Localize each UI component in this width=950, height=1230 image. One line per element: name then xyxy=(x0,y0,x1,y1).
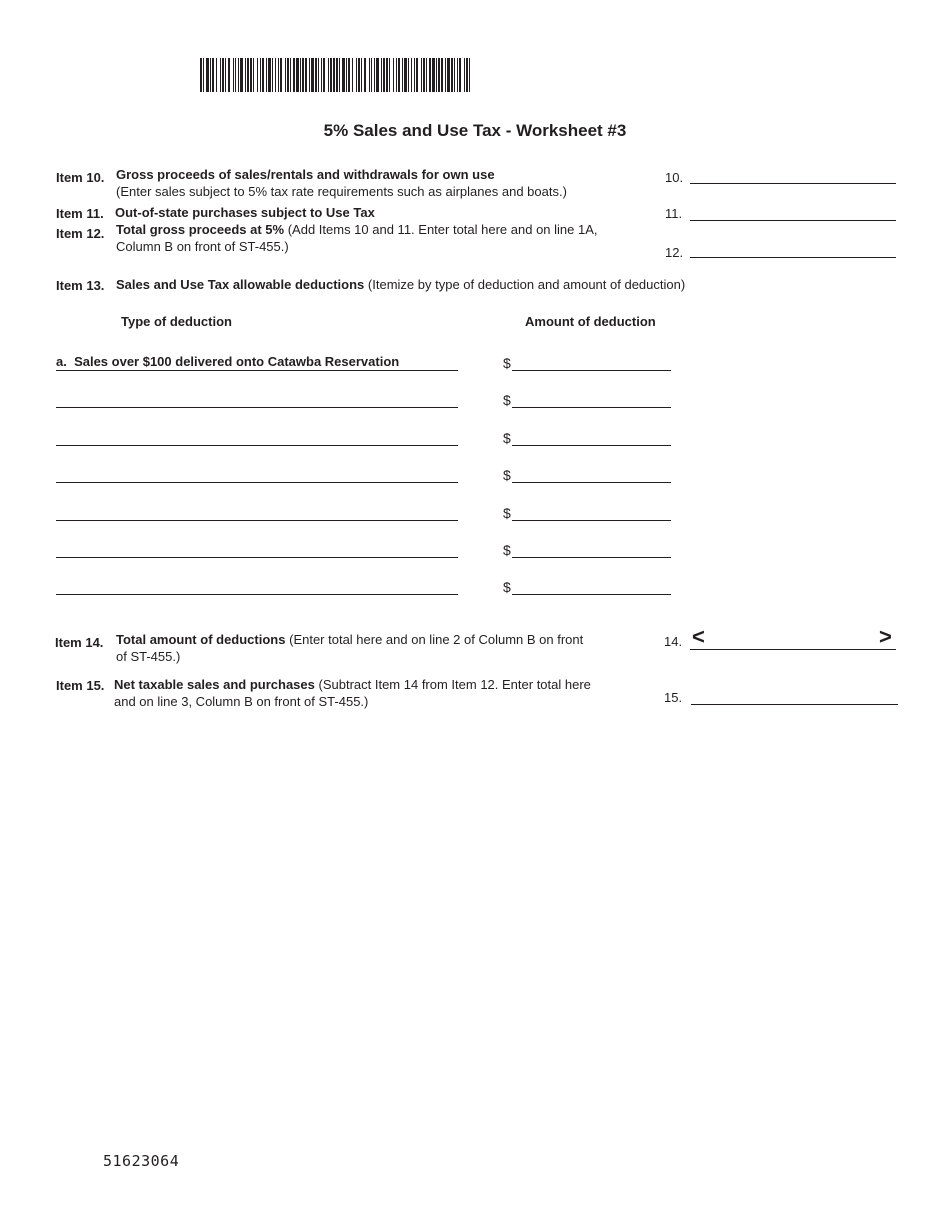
line14-input[interactable] xyxy=(690,649,896,650)
deduction-type-field[interactable] xyxy=(56,557,458,558)
deduction-amount-field[interactable] xyxy=(512,482,671,483)
deduction-amount-field[interactable] xyxy=(512,407,671,408)
item13-heading: Sales and Use Tax allowable deductions xyxy=(116,277,365,292)
deduction-amount-header: Amount of deduction xyxy=(525,314,656,329)
item15-detail-2: and on line 3, Column B on front of ST-455.) xyxy=(114,693,369,709)
line14-number: 14. xyxy=(664,634,683,649)
deduction-amount-field[interactable] xyxy=(512,370,671,371)
deduction-type-field[interactable] xyxy=(56,482,458,483)
item11-label: Item 11. xyxy=(56,206,104,221)
dollar-sign: $ xyxy=(503,579,511,595)
item12-detail: (Add Items 10 and 11. Enter total here and on line 1A, xyxy=(287,222,598,237)
form-id-number: 51623064 xyxy=(103,1152,180,1170)
deduction-amount-field[interactable] xyxy=(512,520,671,521)
item10-description xyxy=(116,167,656,200)
item13-description xyxy=(116,277,816,294)
item12-heading: Total gross proceeds at 5% xyxy=(116,222,285,237)
open-bracket-icon: < xyxy=(692,624,705,649)
dollar-sign: $ xyxy=(503,392,511,408)
deduction-type-header: Type of deduction xyxy=(121,314,232,329)
deduction-amount-field[interactable] xyxy=(512,445,671,446)
item15-heading: Net taxable sales and purchases xyxy=(114,677,315,692)
item10-label: Item 10. xyxy=(56,170,105,185)
deduction-type-field[interactable] xyxy=(56,445,458,446)
dollar-sign: $ xyxy=(503,467,511,483)
item14-heading: Total amount of deductions xyxy=(116,632,286,647)
line10-number: 10. xyxy=(665,170,684,185)
item15-detail: (Subtract Item 14 from Item 12. Enter total here xyxy=(318,677,591,692)
item14-detail: (Enter total here and on line 2 of Column B on front xyxy=(289,632,584,647)
dollar-sign: $ xyxy=(503,430,511,446)
page-title: 5% Sales and Use Tax - Worksheet #3 xyxy=(323,121,627,140)
item10-detail: (Enter sales subject to 5% tax rate requirements such as airplanes and boats.) xyxy=(116,183,567,199)
item10-heading: Gross proceeds of sales/rentals and withdrawals for own use xyxy=(116,167,495,182)
line11-input[interactable] xyxy=(690,220,896,221)
item14-detail-2: of ST-455.) xyxy=(116,648,181,664)
deduction-type-field[interactable] xyxy=(56,407,458,408)
deduction-type-field[interactable] xyxy=(56,594,458,595)
deduction-type-field[interactable] xyxy=(56,520,458,521)
item13-detail: (Itemize by type of deduction and amount of deduction) xyxy=(367,277,686,292)
deduction-amount-field[interactable] xyxy=(512,557,671,558)
dollar-sign: $ xyxy=(503,542,511,558)
line10-input[interactable] xyxy=(690,183,896,184)
item12-description xyxy=(116,222,656,255)
item13-label: Item 13. xyxy=(56,278,105,293)
close-bracket-icon: > xyxy=(879,624,892,649)
item15-label: Item 15. xyxy=(56,678,105,693)
item11-heading: Out-of-state purchases subject to Use Tax xyxy=(115,205,375,220)
deduction-type-field[interactable] xyxy=(56,354,458,371)
dollar-sign: $ xyxy=(503,505,511,521)
line15-number: 15. xyxy=(664,690,683,705)
line11-number: 11. xyxy=(665,206,683,221)
item14-description xyxy=(116,632,636,665)
item12-detail-2: Column B on front of ST-455.) xyxy=(116,238,289,254)
item14-label: Item 14. xyxy=(55,635,104,650)
deduction-type-text: a. Sales over $100 delivered onto Catawba Reservation xyxy=(56,354,400,369)
deduction-amount-field[interactable] xyxy=(512,594,671,595)
dollar-sign: $ xyxy=(503,355,511,371)
line12-number: 12. xyxy=(665,245,684,260)
line15-input[interactable] xyxy=(691,704,898,705)
item15-description xyxy=(114,677,644,710)
line12-input[interactable] xyxy=(690,257,896,258)
item12-label: Item 12. xyxy=(56,226,105,241)
barcode xyxy=(200,58,470,92)
